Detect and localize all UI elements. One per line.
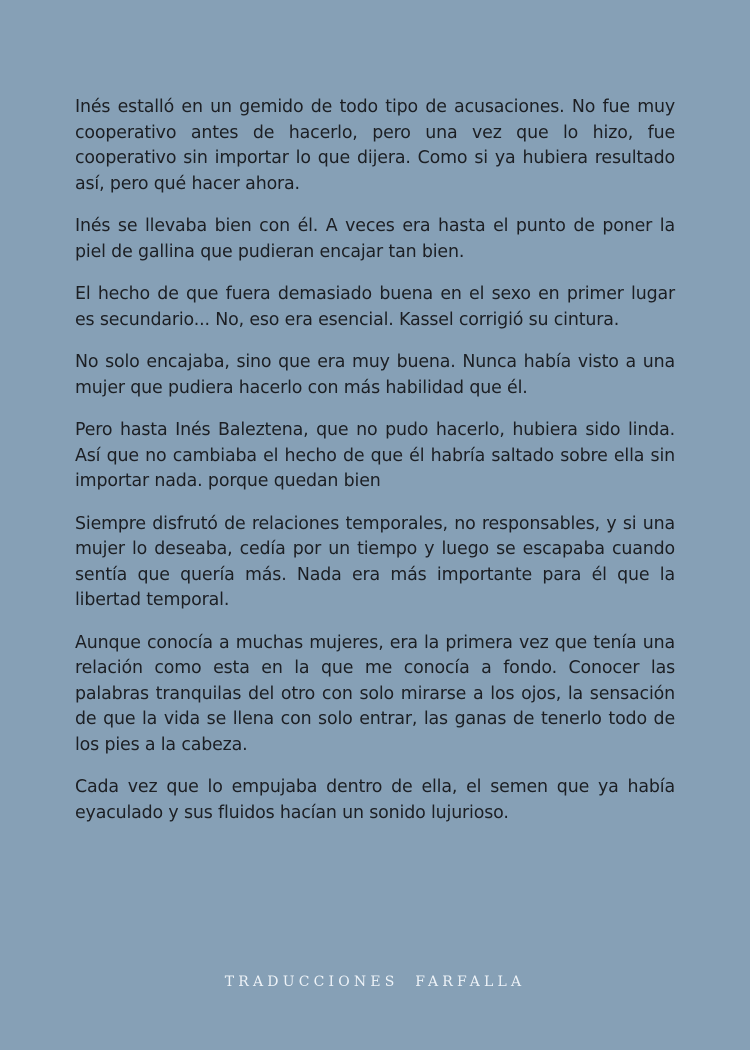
page-body: [75, 95, 675, 843]
paragraph: Siempre disfrutó de relaciones temporales, no responsables, y si una mujer lo deseaba, cedía por un tiempo y luego se escapaba cuando sentía que quería más. Nada era más importante para él que la libertad temporal.: [75, 513, 675, 610]
paragraph: Cada vez que lo empujaba dentro de ella, el semen que ya había eyaculado y sus fluidos hacían un sonido lujurioso.: [75, 777, 675, 823]
paragraph: El hecho de que fuera demasiado buena en el sexo en primer lugar es secundario... No, eso era esencial. Kassel corrigió su cintura.: [75, 284, 675, 330]
paragraph: Inés estalló en un gemido de todo tipo de acusaciones. No fue muy cooperativo antes de hacerlo, pero una vez que lo hizo, fue cooperativo sin importar lo que dijera. Como si ya hubiera resultado así, pero qué hacer ahora.: [75, 97, 675, 194]
paragraph: Pero hasta Inés Baleztena, que no pudo hacerlo, hubiera sido linda. Así que no cambiaba el hecho de que él habría saltado sobre ella sin importar nada. porque quedan bien: [75, 420, 675, 491]
translator-watermark: TRADUCCIONES FARFALLA: [224, 974, 526, 990]
paragraph: No solo encajaba, sino que era muy buena. Nunca había visto a una mujer que pudiera hacerlo con más habilidad que él.: [75, 352, 675, 398]
paragraph: Inés se llevaba bien con él. A veces era hasta el punto de poner la piel de gallina que pudieran encajar tan bien.: [75, 216, 675, 262]
paragraph: Aunque conocía a muchas mujeres, era la primera vez que tenía una relación como esta en la que me conocía a fondo. Conocer las palabras tranquilas del otro con solo mirarse a los ojos, la sensación de que la vida se llena con solo entrar, las ganas de tenerlo todo de los pies a la cabeza.: [75, 632, 675, 755]
